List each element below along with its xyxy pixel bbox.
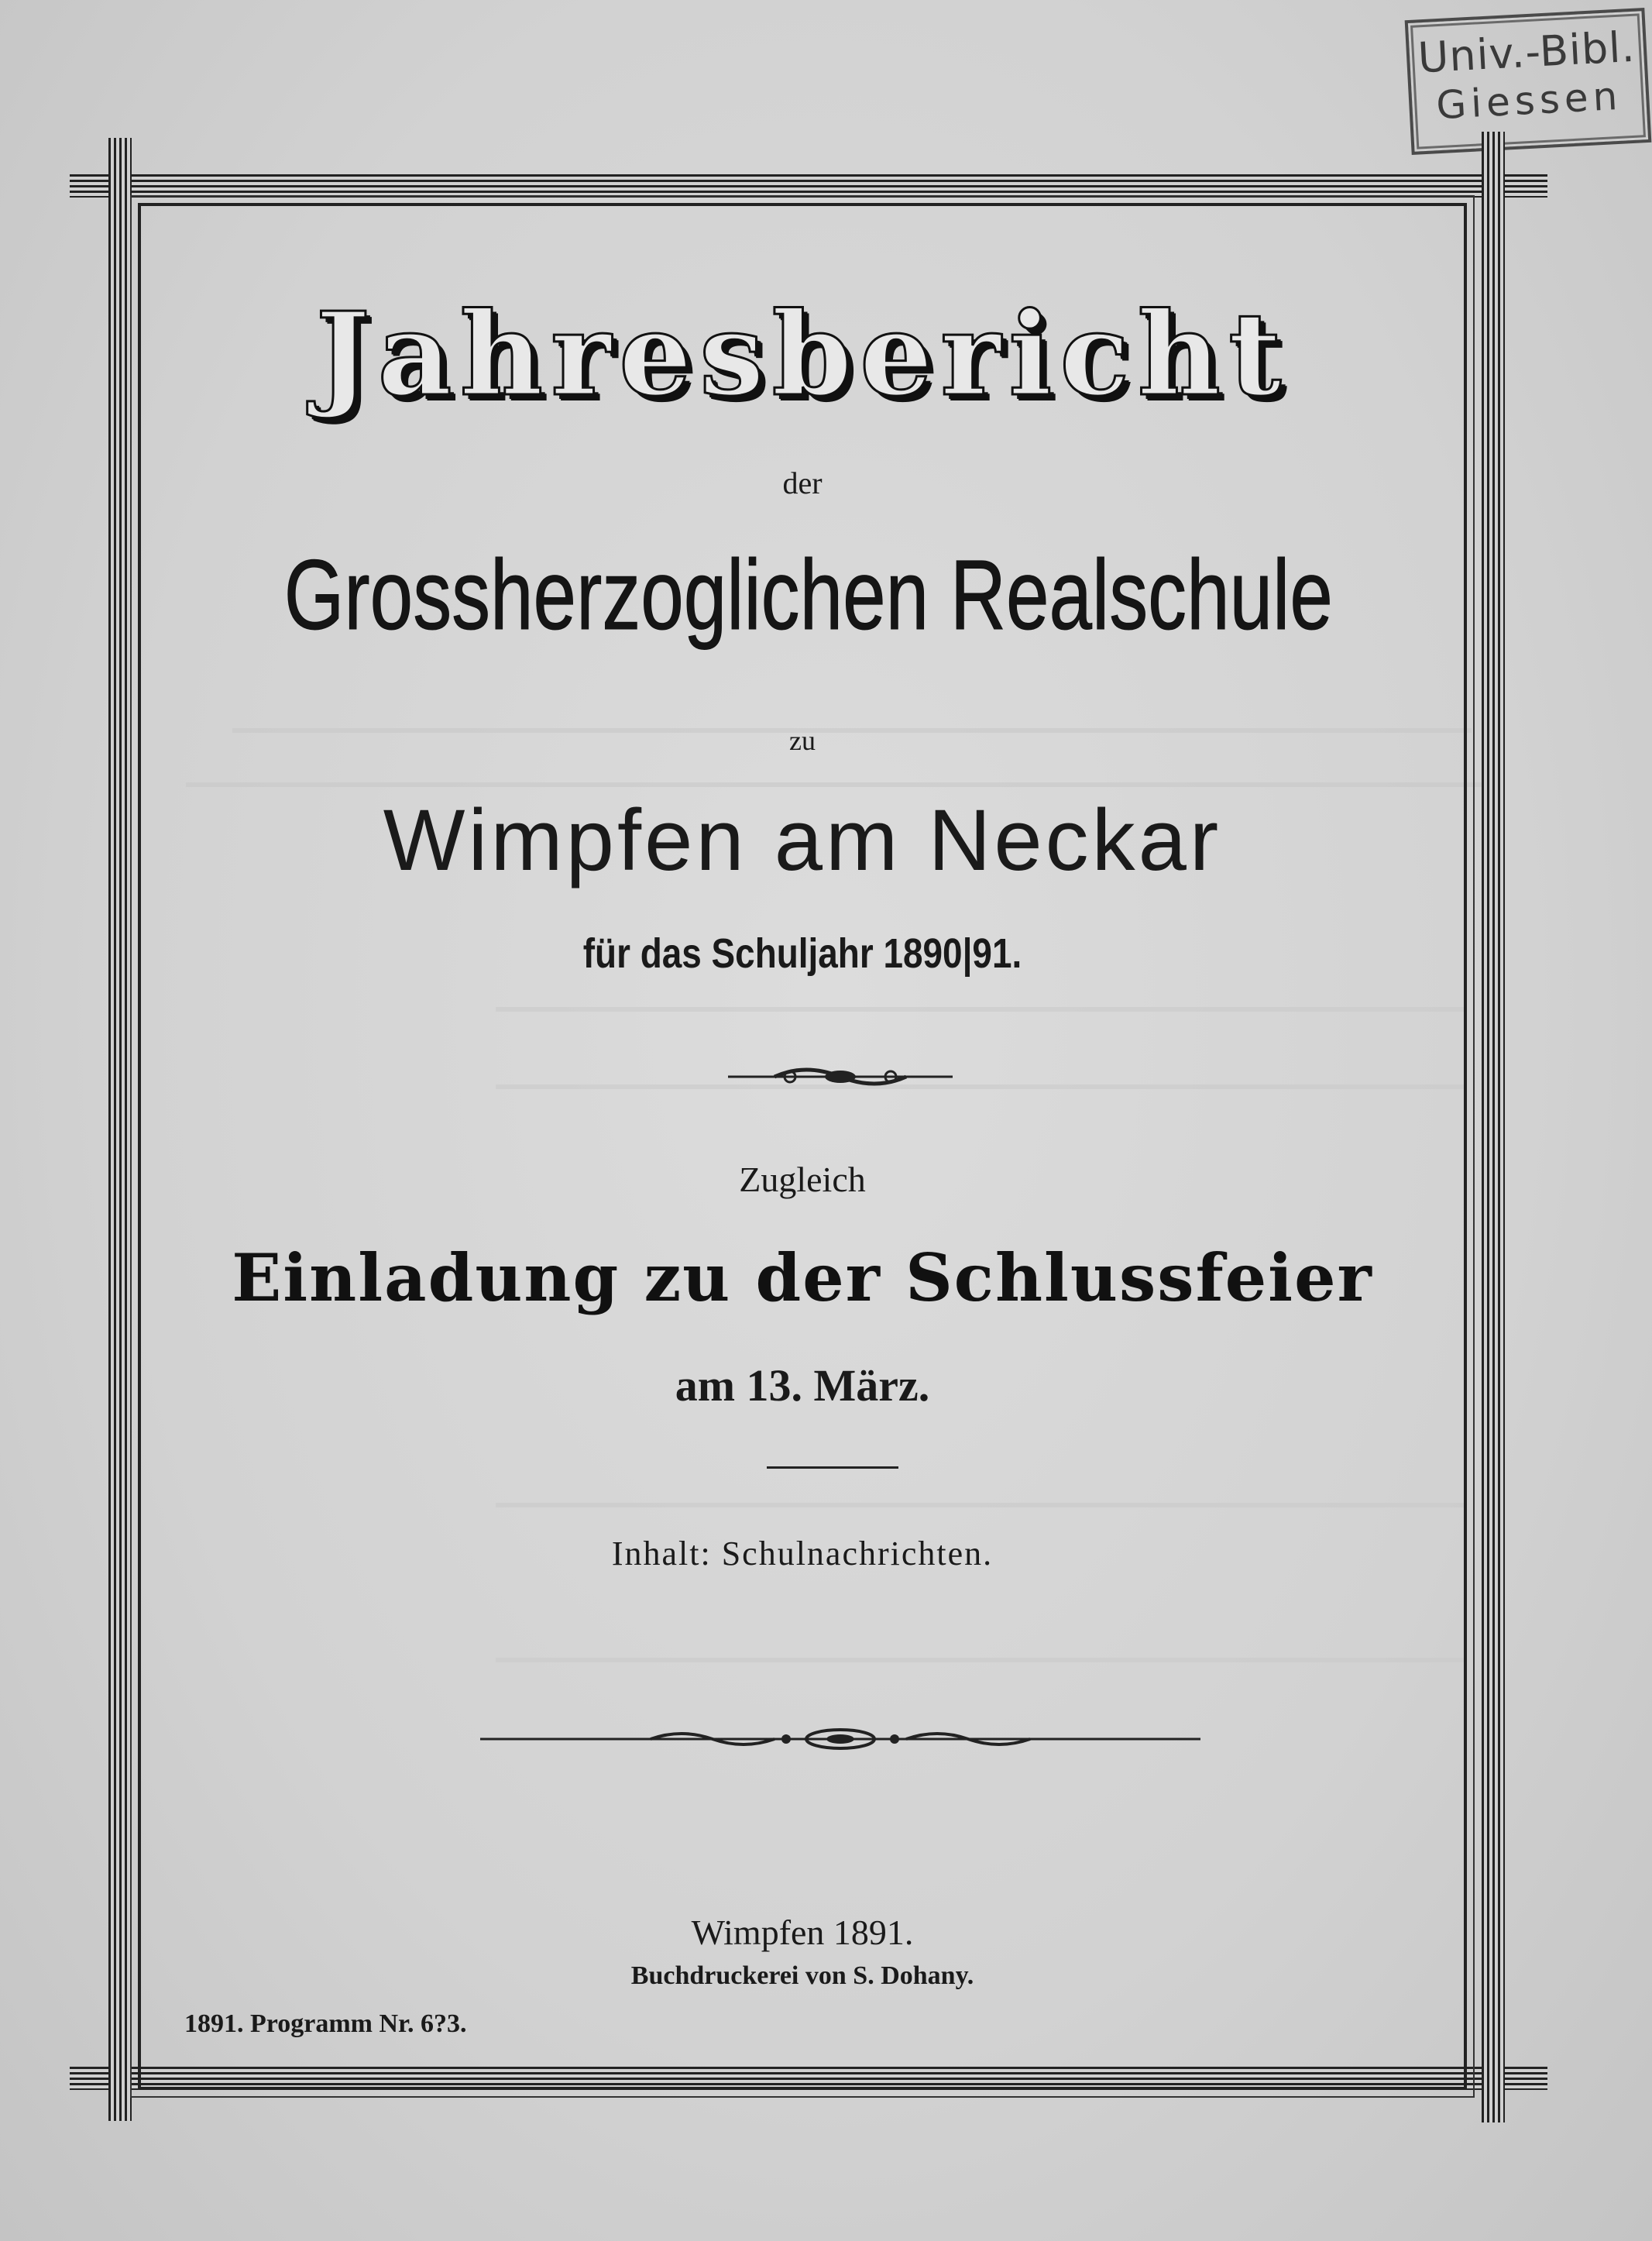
cover-der: der [782,466,823,500]
cover-zu: zu [789,725,816,756]
cover-place-year: Wimpfen 1891. [691,1913,914,1952]
ornament-rule-large [480,1724,1200,1755]
cover-title: Jahresbericht [315,287,1290,421]
divider-short [767,1466,898,1469]
cover-contents: Inhalt: Schulnachrichten. [611,1535,994,1572]
cover-invitation-heading: Einladung zu der Schlussfeier [232,1239,1373,1316]
cover-zugleich: Zugleich [739,1160,866,1199]
cover-printer: Buchdruckerei von S. Dohany. [630,1961,974,1990]
cover-town: Wimpfen am Neckar [383,792,1222,888]
ornament-rule-small [728,1061,953,1092]
stamp-line-1: Univ.-Bibl. [1417,22,1637,83]
frame-top-bar [70,174,1547,198]
frame-left-bar [108,138,132,2121]
library-stamp [1405,8,1652,155]
stamp-line-2: Giessen [1434,73,1623,129]
cover-program-number: 1891. Programm Nr. 6?3. [184,2009,467,2038]
cover-date: am 13. März. [675,1360,930,1411]
cover-school-year: für das Schuljahr 1890|91. [582,930,1022,977]
cover-school-name: Grossherzoglichen Realschule [283,540,1333,651]
frame-right-bar [1482,132,1505,2122]
